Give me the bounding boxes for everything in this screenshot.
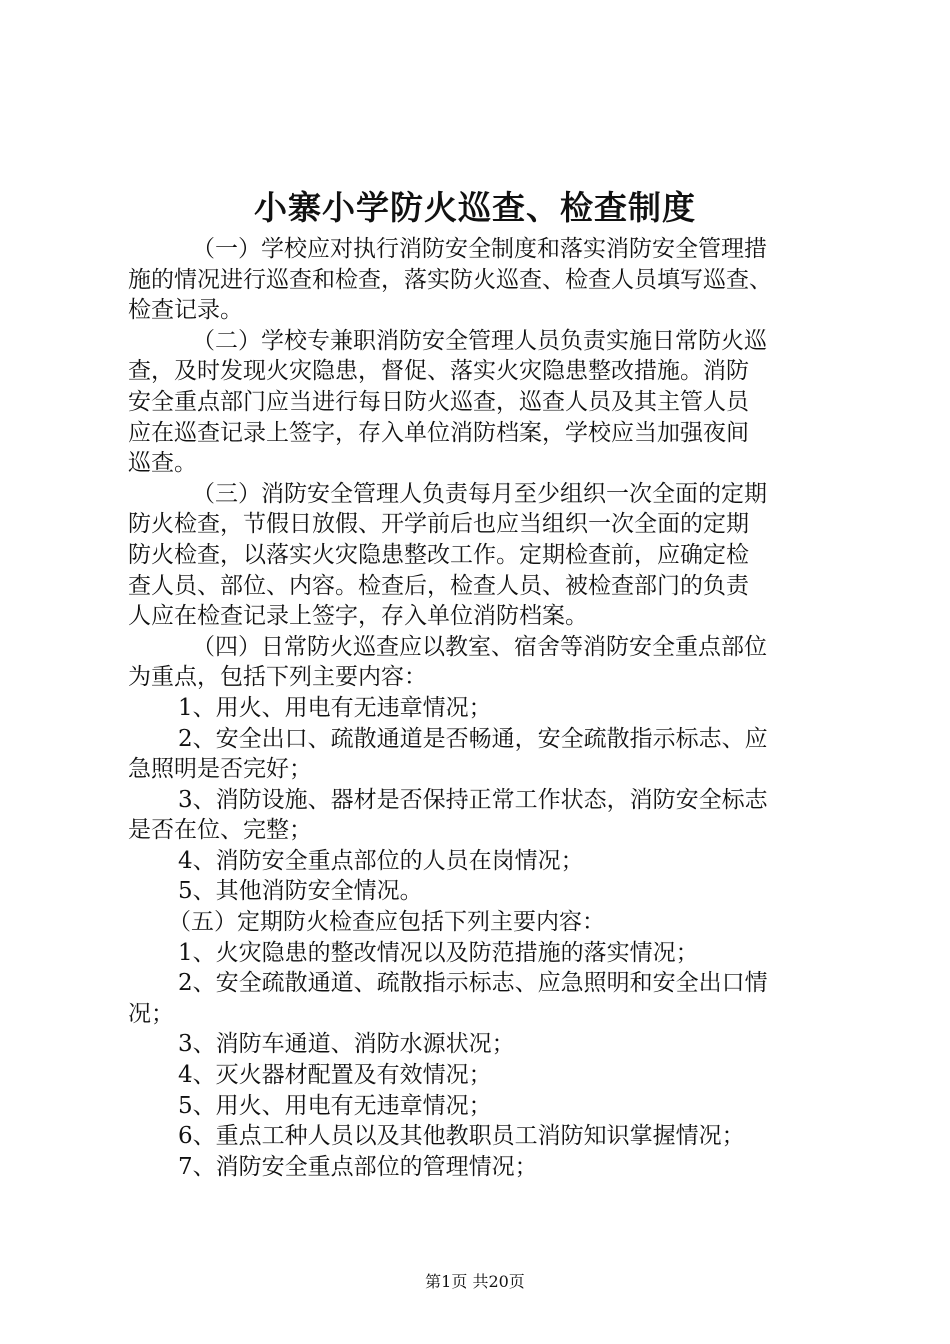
paragraph-line: 查人员、部位、内容。检查后，检查人员、被检查部门的负责: [128, 572, 749, 599]
paragraph-line: 安全重点部门应当进行每日防火巡查，巡查人员及其主管人员: [128, 388, 749, 415]
paragraph-line: 应在巡查记录上签字，存入单位消防档案，学校应当加强夜间: [128, 419, 749, 446]
paragraph-line: （三）消防安全管理人负责每月至少组织一次全面的定期: [192, 480, 767, 507]
list-item: 1、火灾隐患的整改情况以及防范措施的落实情况；: [178, 939, 699, 966]
list-item: 5、用火、用电有无违章情况；: [178, 1092, 492, 1119]
paragraph-line: （一）学校应对执行消防安全制度和落实消防安全管理措: [192, 236, 767, 262]
list-item-continuation: 急照明是否完好；: [128, 756, 312, 783]
paragraph-line: （四）日常防火巡查应以教室、宿舍等消防安全重点部位: [192, 633, 767, 660]
paragraph-line: 防火检查，以落实火灾隐患整改工作。定期检查前，应确定检: [128, 541, 749, 568]
paragraph-line: 为重点，包括下列主要内容：: [128, 664, 427, 691]
document-body: [128, 234, 838, 1182]
list-item: 7、消防安全重点部位的管理情况；: [178, 1153, 538, 1180]
section-heading: （五）定期防火检查应包括下列主要内容：: [168, 909, 605, 936]
list-item: 1、用火、用电有无违章情况；: [178, 694, 492, 721]
paragraph-line: 施的情况进行巡查和检查，落实防火巡查、检查人员填写巡查、: [128, 266, 772, 293]
paragraph-line: 查，及时发现火灾隐患，督促、落实火灾隐患整改措施。消防: [128, 358, 749, 385]
paragraph-line: 防火检查，节假日放假、开学前后也应当组织一次全面的定期: [128, 511, 749, 538]
list-item-continuation: 是否在位、完整；: [128, 817, 312, 844]
page-number-footer: 第1页 共20页: [425, 1272, 525, 1291]
list-item: 4、消防安全重点部位的人员在岗情况；: [178, 847, 584, 874]
list-item-continuation: 况；: [128, 1000, 174, 1027]
document-title: 小寨小学防火巡查、检查制度: [254, 188, 696, 227]
list-item: 2、安全疏散通道、疏散指示标志、应急照明和安全出口情: [178, 970, 768, 997]
list-item: 6、重点工种人员以及其他教职员工消防知识掌握情况；: [178, 1123, 745, 1150]
paragraph-line: 人应在检查记录上签字，存入单位消防档案。: [128, 603, 588, 630]
list-item: 5、其他消防安全情况。: [178, 878, 423, 905]
list-item: 3、消防车通道、消防水源状况；: [178, 1031, 515, 1058]
paragraph-line: 检查记录。: [128, 297, 243, 324]
list-item: 4、灭火器材配置及有效情况；: [178, 1062, 492, 1089]
list-item: 3、消防设施、器材是否保持正常工作状态，消防安全标志: [178, 786, 768, 813]
paragraph-line: 巡查。: [128, 450, 197, 477]
list-item: 2、安全出口、疏散通道是否畅通，安全疏散指示标志、应: [178, 725, 768, 752]
paragraph-line: （二）学校专兼职消防安全管理人员负责实施日常防火巡: [192, 327, 767, 354]
